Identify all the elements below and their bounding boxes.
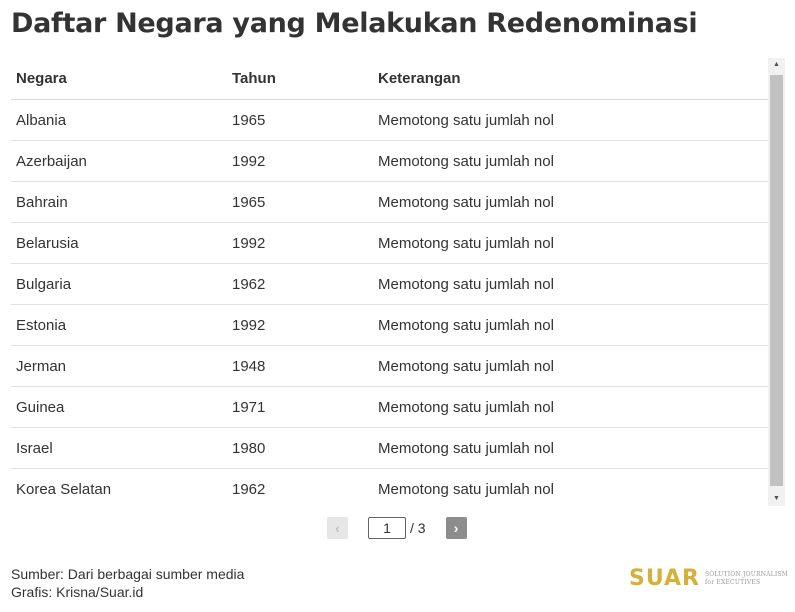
- table-row: [11, 305, 768, 346]
- cell-year: 1971: [227, 387, 373, 428]
- column-header-description: Keterangan: [373, 58, 768, 100]
- table-body: [11, 100, 768, 507]
- cell-year: 1948: [227, 346, 373, 387]
- source-note: Sumber: Dari berbagai sumber media: [11, 566, 245, 582]
- table-row: [11, 223, 768, 264]
- cell-country: Israel: [11, 428, 227, 469]
- cell-country: Estonia: [11, 305, 227, 346]
- cell-description: Memotong satu jumlah nol: [373, 182, 768, 223]
- page-number-input[interactable]: [368, 517, 406, 539]
- data-table: [11, 58, 768, 506]
- page-total-label: / 3: [410, 520, 426, 536]
- cell-description: Memotong satu jumlah nol: [373, 305, 768, 346]
- logo-wordmark: SUAR: [629, 566, 700, 591]
- cell-country: Bulgaria: [11, 264, 227, 305]
- cell-description: Memotong satu jumlah nol: [373, 264, 768, 305]
- table-row: [11, 182, 768, 223]
- cell-year: 1962: [227, 264, 373, 305]
- cell-country: Guinea: [11, 387, 227, 428]
- cell-year: 1992: [227, 223, 373, 264]
- next-page-button[interactable]: ›: [446, 517, 467, 539]
- suar-logo: [629, 566, 788, 591]
- logo-tagline-line1: SOLUTION JOURNALISM: [705, 570, 789, 578]
- previous-page-button[interactable]: ‹: [327, 517, 348, 539]
- cell-country: Korea Selatan: [16, 480, 112, 498]
- scrollbar-thumb[interactable]: [770, 75, 783, 486]
- cell-country: Belarusia: [11, 223, 227, 264]
- table-row: [11, 469, 768, 507]
- cell-description: Memotong satu jumlah nol: [373, 387, 768, 428]
- cell-country: Bahrain: [11, 182, 227, 223]
- cell-year: 1992: [227, 305, 373, 346]
- cell-description: Memotong satu jumlah nol: [373, 346, 768, 387]
- cell-description: Memotong satu jumlah nol: [378, 480, 554, 498]
- cell-year: 1965: [227, 100, 373, 141]
- vertical-scrollbar[interactable]: [768, 58, 785, 506]
- table-row: [11, 387, 768, 428]
- graphic-credit: Grafis: Krisna/Suar.id: [11, 584, 144, 600]
- cell-country: Jerman: [11, 346, 227, 387]
- cell-description: Memotong satu jumlah nol: [373, 100, 768, 141]
- cell-description: Memotong satu jumlah nol: [373, 428, 768, 469]
- cell-description: Memotong satu jumlah nol: [373, 141, 768, 182]
- logo-tagline-line2: for EXECUTIVES: [705, 578, 761, 586]
- table-row: [11, 100, 768, 141]
- page-title: Daftar Negara yang Melakukan Redenominasi: [11, 8, 698, 39]
- column-header-country: Negara: [11, 58, 227, 100]
- table-row: [11, 141, 768, 182]
- cell-year: 1962: [232, 480, 266, 498]
- cell-country: Albania: [11, 100, 227, 141]
- cell-year: 1965: [227, 182, 373, 223]
- cell-description: Memotong satu jumlah nol: [373, 223, 768, 264]
- table-header-row: [11, 58, 768, 100]
- table-row: [11, 264, 768, 305]
- scroll-down-arrow-icon[interactable]: ▼: [773, 495, 780, 502]
- cell-country: Azerbaijan: [11, 141, 227, 182]
- footer-notes: [11, 565, 244, 601]
- cell-year: 1992: [227, 141, 373, 182]
- pagination: [327, 516, 467, 540]
- scroll-up-arrow-icon[interactable]: ▲: [773, 61, 780, 68]
- data-table-container[interactable]: [11, 58, 785, 506]
- cell-year: 1980: [227, 428, 373, 469]
- logo-tagline: [705, 571, 788, 587]
- table-row: [11, 428, 768, 469]
- table-row: [11, 346, 768, 387]
- column-header-year: Tahun: [227, 58, 373, 100]
